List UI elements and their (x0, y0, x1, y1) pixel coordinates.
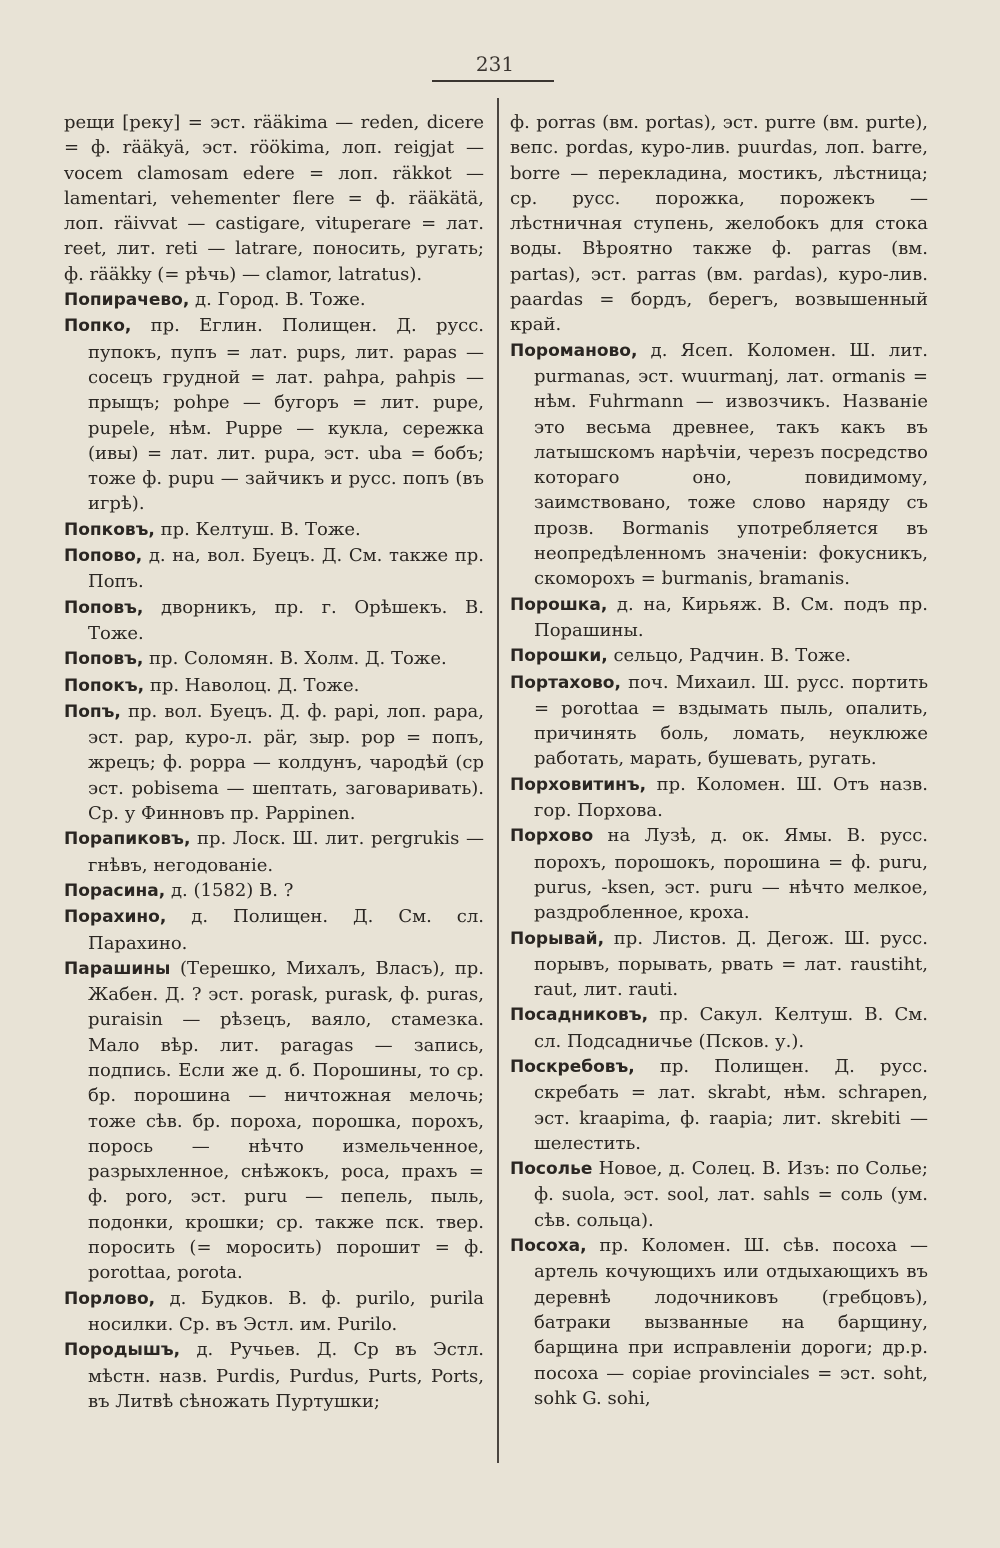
entry-headword: Посолье (510, 1159, 593, 1180)
entry-text: (Терешко, Михалъ, Власъ), пр. Жабен. Д. ? эст. porask, purask, ф. puras, puraisin — рѣзецъ, ваяло, стамезка. Мало вѣр. лит. paragas — запись, подпись. Если же д. б. Порошины, то ср. бр. порошина — ничтожная мелочь; тоже сѣв. бр. пороха, порошка, порохъ, порось — нѣчто измельченное, разрыхленное, снѣжокъ, роса, прахъ = ф. poro, эст. puru — пепель, пыль, подонки, крошки; ср. также пск. твер. поросить (= моросить) порошит = ф. porottaa, porota. (88, 957, 484, 1284)
entry-text: ф. porras (вм. portas), эст. purre (вм. purte), вепс. pordas, куро-лив. puurdas, лоп. barre, borre — перекладина, мостикъ, лѣстница; ср. русс. порожка, порожекъ — лѣстничная ступень, желобокъ для стока воды. Вѣроятно также ф. parras (вм. partas), эст. parras (вм. pardas), куро-лив. paardas = бордъ, берегъ, возвышенный край. (510, 112, 928, 336)
entry-headword: Посоха, (510, 1236, 587, 1257)
dictionary-entry (510, 1054, 928, 1156)
entry-headword: Посадниковъ, (510, 1005, 649, 1026)
entry-headword: Попъ, (64, 701, 121, 722)
dictionary-entry (510, 926, 928, 1003)
entry-headword: Попирачево, (64, 290, 190, 311)
entry-text: сельцо, Радчин. В. Тоже. (607, 645, 851, 667)
dictionary-entry (64, 110, 484, 287)
dictionary-entry (64, 878, 484, 904)
entry-text: д. Город. В. Тоже. (189, 289, 366, 311)
entry-headword: Порховитинъ, (510, 774, 647, 795)
dictionary-entry (64, 904, 484, 956)
dictionary-entry (64, 826, 484, 878)
right-column (510, 110, 928, 1411)
dictionary-entry (510, 110, 928, 338)
entry-text: пр. Келтуш. В. Тоже. (154, 518, 361, 540)
dictionary-entry (64, 673, 484, 699)
dictionary-entry (64, 595, 484, 647)
dictionary-entry (64, 1286, 484, 1338)
dictionary-entry (510, 338, 928, 592)
dictionary-entry (510, 772, 928, 824)
entry-text: пр. Коломен. Ш. Отъ назв. гор. Порхова. (534, 773, 928, 822)
dictionary-entry (64, 646, 484, 672)
dictionary-entry (510, 1002, 928, 1054)
entry-headword: Портахово, (510, 672, 621, 693)
entry-text: на Лузѣ, д. ок. Ямы. В. русс. порохъ, порошокъ, порошина = ф. puru, purus, -ksen, эст. puru — нѣчто мелкое, раздробленное, кроха. (534, 825, 928, 924)
entry-headword: Пороманово, (510, 340, 638, 361)
dictionary-entry (64, 699, 484, 826)
entry-headword: Порасина, (64, 880, 166, 901)
entry-headword: Поскребовъ, (510, 1056, 635, 1077)
entry-text: д. Ручьев. Д. Ср въ Эстл. мѣстн. назв. Purdis, Purdus, Purts, Ports, въ Литвѣ сѣножать Пуртушки; (88, 1339, 484, 1412)
entry-text: пр. Соломян. В. Холм. Д. Тоже. (143, 648, 447, 670)
entry-text: д. Ясеп. Коломен. Ш. лит. purmanas, эст. wuurmanj, лат. ormanis = нѣм. Fuhrmann — извозчикъ. Названіе это весьма древнее, такъ какъ въ латышскомъ нарѣчіи, черезъ посредство котораго оно, повидимому, заимствовано, тоже слово наряду съ прозв. Bormanis употребляется въ неопредѣленномъ значеніи: фокусникъ, скоморохъ = burmanis, bramanis. (534, 339, 928, 590)
entry-headword: Порывай, (510, 928, 605, 949)
entry-headword: Парашины (64, 958, 171, 979)
dictionary-entry (64, 517, 484, 543)
entry-headword: Порошка, (510, 594, 608, 615)
header-rule (432, 80, 554, 82)
entry-headword: Поповъ, (64, 597, 144, 618)
entry-text: дворникъ, пр. г. Орѣшекъ. В. Тоже. (88, 596, 484, 644)
dictionary-entry (64, 313, 484, 516)
entry-headword: Порахино, (64, 907, 167, 928)
entry-headword: Попковъ, (64, 519, 155, 540)
entry-text: пр. Листов. Д. Дегож. Ш. русс. порывъ, порывать, рвать = лат. raustiht, raut, лит. rauti. (534, 927, 928, 1001)
entry-text: пр. Еглин. Полищен. Д. русс. пупокъ, пупъ = лат. pups, лит. papas — сосецъ грудной = лат. pahpa, pahpis — прыщъ; pohpe — бугоръ = лит. pupe, pupele, нѣм. Puppe — кукла, сережка (ивы) = лат. лит. pupa, эст. uba = бобъ; тоже ф. pupu — зайчикъ и русс. попъ (въ игрѣ). (88, 315, 484, 515)
entry-headword: Попово, (64, 546, 143, 567)
entry-text: поч. Михаил. Ш. русс. портить = porottaa = вздымать пыль, опалить, причинять боль, ломать, неуклюже работать, марать, бушевать, ругать. (534, 671, 928, 770)
dictionary-entry (510, 1156, 928, 1233)
dictionary-entry (64, 543, 484, 595)
entry-headword: Породышъ, (64, 1340, 181, 1361)
dictionary-entry (510, 823, 928, 925)
entry-headword: Попко, (64, 316, 132, 337)
entry-headword: Порошки, (510, 646, 608, 667)
entry-text: пр. Наволоц. Д. Тоже. (144, 674, 360, 696)
dictionary-entry (510, 1233, 928, 1411)
entry-text: рещи [реку] = эст. rääkima — reden, dicere = ф. rääkyä, эст. röökima, лоп. reigjat — vocem clamosam edere = лоп. räkkot — lamentari, vehementer flere = ф. rääkätä, лоп. räivvat — castigare, vituperare = лат. reet, лит. reti — latrare, поносить, ругать; ф. rääkky (= рѣчь) — clamor, latratus). (64, 112, 484, 285)
page-number: 231 (475, 52, 515, 76)
entry-text: д. Полищен. Д. См. сл. Парахино. (88, 906, 484, 954)
entry-headword: Попокъ, (64, 675, 145, 696)
entry-headword: Порлово, (64, 1288, 156, 1309)
dictionary-entry (510, 592, 928, 644)
column-divider (497, 98, 499, 1463)
entry-text: д. Будков. В. ф. purilo, purila носилки. Ср. въ Эстл. им. Purilo. (88, 1287, 484, 1335)
left-column (64, 110, 484, 1414)
dictionary-entry (510, 670, 928, 772)
dictionary-entry (64, 1337, 484, 1414)
dictionary-entry (510, 643, 928, 669)
entry-text: д. (1582) В. ? (165, 879, 294, 901)
entry-headword: Порхово (510, 826, 594, 847)
entry-text: пр. Полищен. Д. русс. скребать = лат. skrabt, нѣм. schrapen, эст. kraapima, ф. raapia; лит. skrebiti — шелестить. (534, 1055, 928, 1154)
entry-headword: Поповъ, (64, 649, 144, 670)
dictionary-entry (64, 956, 484, 1286)
entry-text: д. на, вол. Буецъ. Д. См. также пр. Попъ. (88, 545, 484, 593)
entry-text: пр. Коломен. Ш. сѣв. посоха — артель кочующихъ или отдыхающихъ въ деревнѣ лодочниковъ (гребцовъ), батраки вызванные на барщину, барщина при исправленіи дороги; др.р. посоха — copiae provinciales = эст. soht, sohk G. sohi, (534, 1235, 928, 1409)
entry-text: пр. Сакул. Келтуш. В. См. сл. Подсадничье (Псков. у.). (534, 1004, 928, 1052)
entry-text: пр. Лоск. Ш. лит. pergrukis — гнѣвъ, негодованіе. (88, 828, 484, 876)
entry-text: пр. вол. Буецъ. Д. ф. papi, лоп. papa, эст. pap, куро-л. pär, зыр. pop = попъ, жрецъ; ф. poppa — колдунъ, чародѣй (ср эст. pobisema — шептать, заговаривать). Ср. у Финновъ пр. Pappinen. (88, 700, 484, 825)
dictionary-entry (64, 287, 484, 313)
entry-text: д. на, Кирьяж. В. См. подъ пр. Порашины. (534, 593, 928, 641)
entry-headword: Порапиковъ, (64, 829, 191, 850)
entry-text: Новое, д. Солец. В. Изъ: по Солье; ф. suola, эст. sool, лат. sahls = соль (ум. сѣв. сольца). (534, 1158, 928, 1231)
